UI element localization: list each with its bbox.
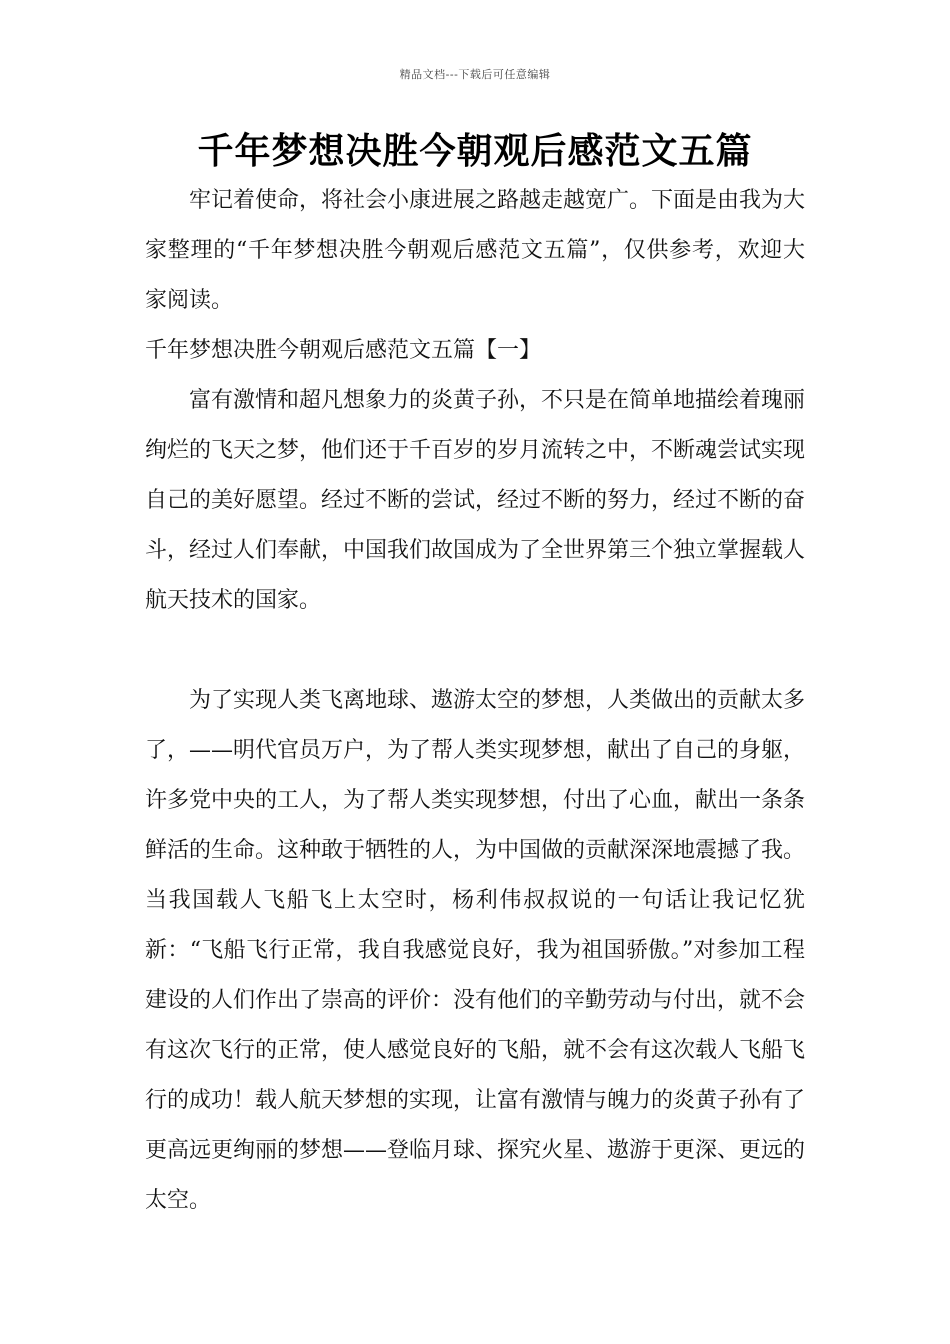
- section-heading: 千年梦想决胜今朝观后感范文五篇【一】: [145, 338, 542, 363]
- header-note: 精品文档---下载后可任意编辑: [399, 68, 551, 81]
- document-title: 千年梦想决胜今朝观后感范文五篇: [197, 131, 753, 172]
- body-paragraph: 为了实现人类飞离地球、遨游太空的梦想，人类做出的贡献太多了，——明代官员万户，为了帮人类实现梦想，献出了自己的身躯，许多党中央的工人，为了帮人类实现梦想，付出了心血，献出一条条鲜活的生命。这种敢于牺牲的人，为中国做的贡献深深地震撼了我。当我国载人飞船飞上太空时，杨利伟叔叔说的一句话让我记忆犹新：“飞船飞行正常，我自我感觉良好，我为祖国骄傲。”对参加工程建设的人们作出了崇高的评价：没有他们的辛勤劳动与付出，就不会有这次飞行的正常，使人感觉良好的飞船，就不会有这次载人飞船飞行的成功！载人航天梦想的实现，让富有激情与魄力的炎黄子孙有了更高远更绚丽的梦想——登临月球、探究火星、遨游于更深、更远的太空。: [145, 688, 806, 1213]
- body-paragraph: 富有激情和超凡想象力的炎黄子孙，不只是在简单地描绘着瑰丽绚烂的飞天之梦，他们还于千百岁的岁月流转之中，不断魂尝试实现自己的美好愿望。经过不断的尝试，经过不断的努力，经过不断的奋斗，经过人们奉献，中国我们故国成为了全世界第三个独立掌握载人航天技术的国家。: [145, 388, 806, 613]
- intro-paragraph: 牢记着使命，将社会小康进展之路越走越宽广。下面是由我为大家整理的“千年梦想决胜今朝观后感范文五篇”，仅供参考，欢迎大家阅读。: [145, 188, 806, 313]
